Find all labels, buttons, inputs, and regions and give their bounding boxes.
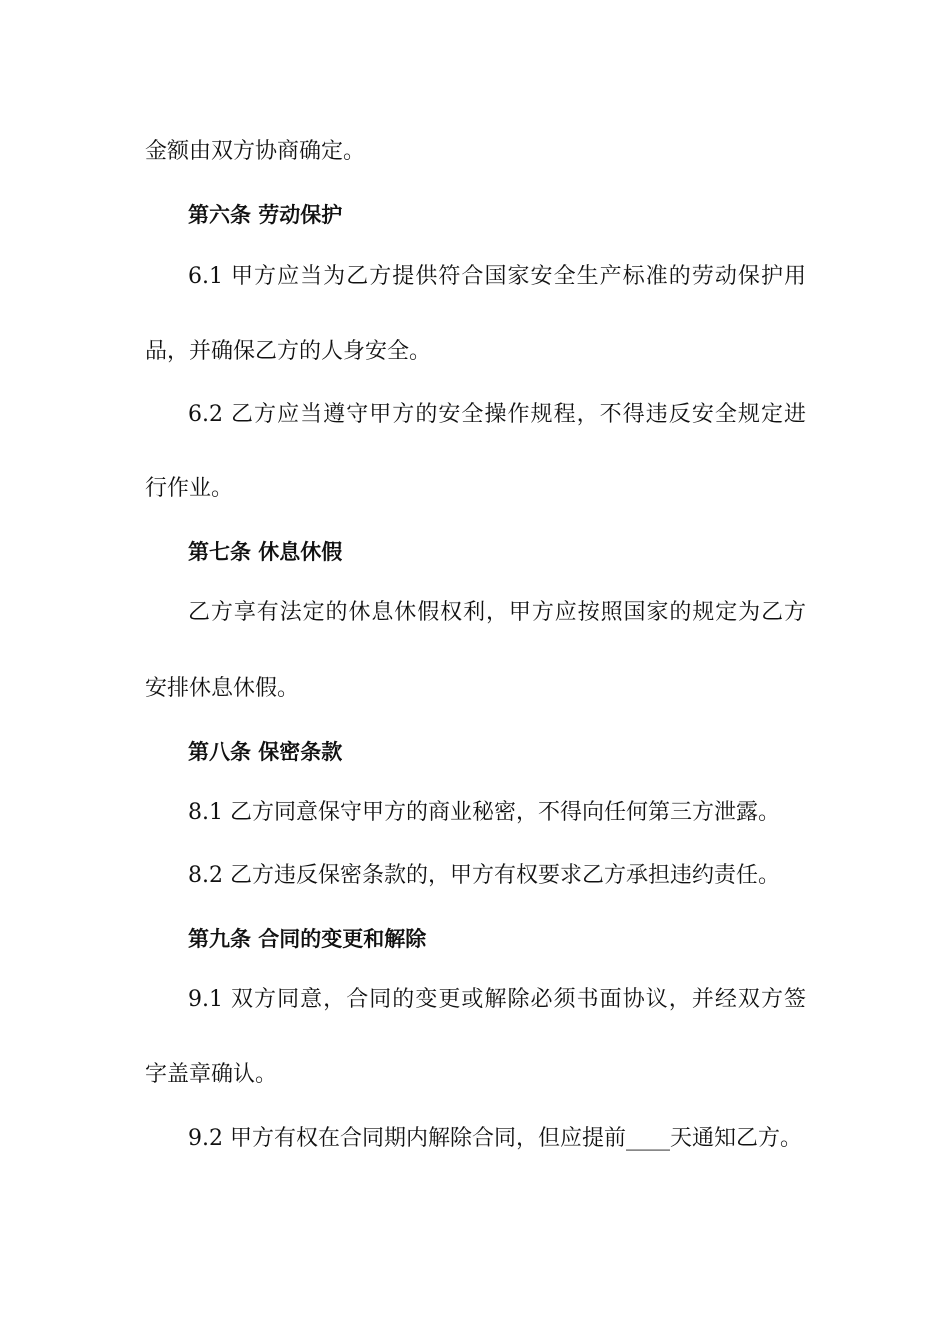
article-7-line-2: 安排休息休假。	[145, 676, 300, 701]
article-6-heading: 第六条 劳动保护	[188, 203, 343, 227]
article-6-2-line-1: 6.2 乙方应当遵守甲方的安全操作规程，不得违反安全规定进	[188, 402, 806, 427]
article-9-heading: 第九条 合同的变更和解除	[188, 927, 427, 951]
article-7-heading: 第七条 休息休假	[188, 540, 343, 564]
article-9-2: 9.2 甲方有权在合同期内解除合同，但应提前____天通知乙方。	[188, 1126, 802, 1151]
article-8-heading: 第八条 保密条款	[188, 740, 343, 764]
article-9-1-line-2: 字盖章确认。	[145, 1062, 278, 1087]
article-8-2: 8.2 乙方违反保密条款的，甲方有权要求乙方承担违约责任。	[188, 863, 780, 888]
article-6-1-line-2: 品，并确保乙方的人身安全。	[145, 339, 432, 364]
article-6-2-line-2: 行作业。	[145, 476, 234, 501]
article-9-1-line-1: 9.1 双方同意，合同的变更或解除必须书面协议，并经双方签	[188, 987, 806, 1012]
article-6-1-line-1: 6.1 甲方应当为乙方提供符合国家安全生产标准的劳动保护用	[188, 264, 806, 289]
article-7-line-1: 乙方享有法定的休息休假权利，甲方应按照国家的规定为乙方	[188, 600, 806, 625]
intro-line: 金额由双方协商确定。	[145, 139, 366, 164]
article-8-1: 8.1 乙方同意保守甲方的商业秘密，不得向任何第三方泄露。	[188, 800, 780, 825]
